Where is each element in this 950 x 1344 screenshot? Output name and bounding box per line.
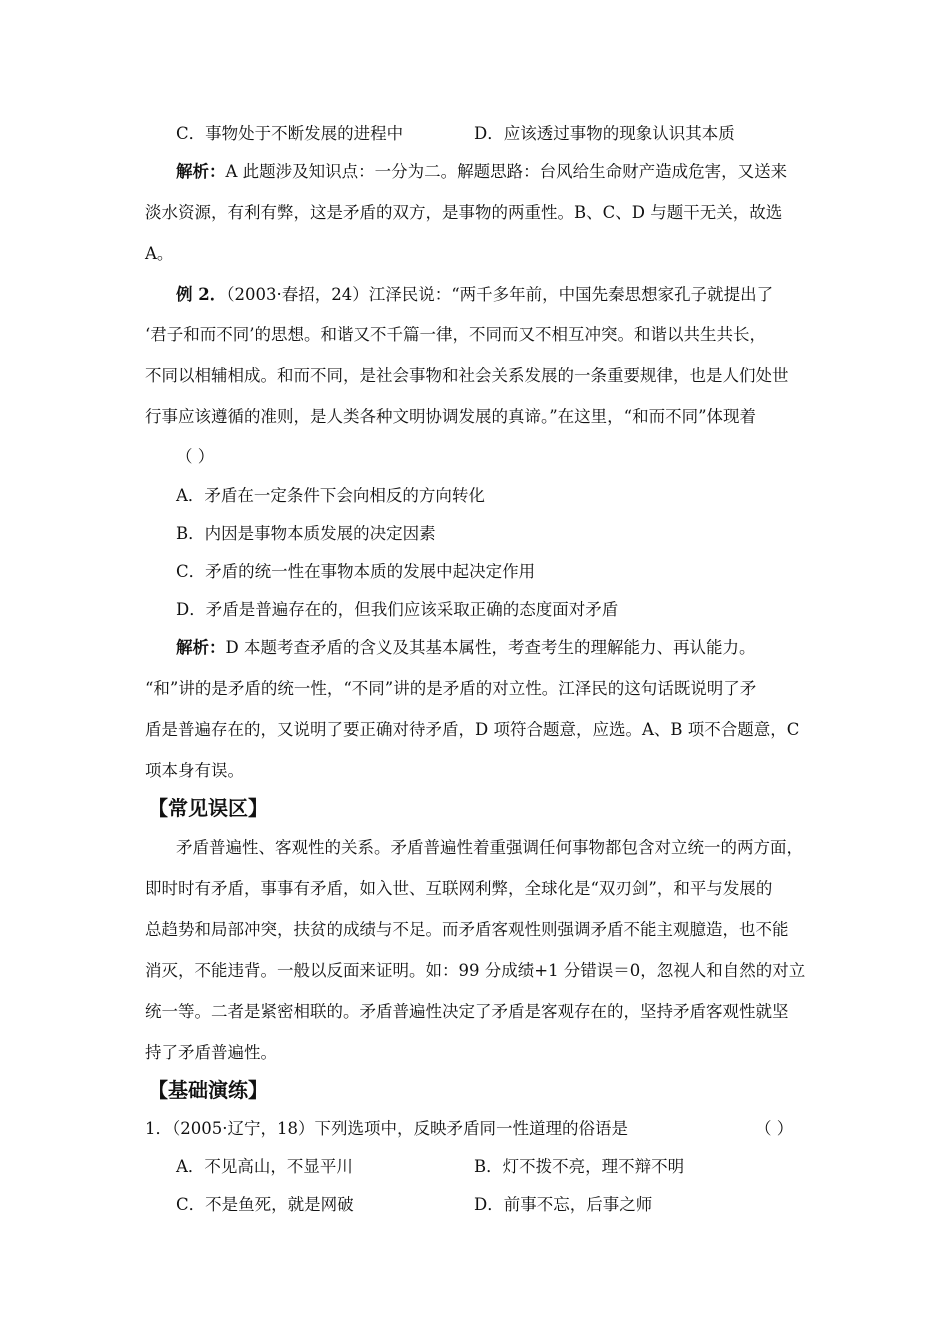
example2-stem-line-1 <box>176 283 773 307</box>
example2-label: 例 2． <box>176 285 227 304</box>
analysis-text: A 此题涉及知识点：一分为二。解题思路：台风给生命财产造成危害，又送来 <box>225 162 788 181</box>
example2-analysis-line-2: “和”讲的是矛盾的统一性，“不同”讲的是矛盾的对立性。江泽民的这句话既说明了矛 <box>145 679 757 698</box>
example2-stem-text: （2003·春招，24）江泽民说：“两千多年前，中国先秦思想家孔子就提出了 <box>226 285 774 304</box>
analysis-label: 解析： <box>176 638 226 657</box>
example2-analysis-line-3: 盾是普遍存在的，又说明了要正确对待矛盾，D 项符合题意，应选。A、B 项不合题意，C <box>145 720 800 739</box>
basics-q1-answer-paren: （ ） <box>755 1119 794 1138</box>
misconceptions-line-2: 即时时有矛盾，事事有矛盾，如入世、互联网利弊，全球化是“双刃剑”，和平与发展的 <box>145 879 773 898</box>
example2-answer-paren: （ ） <box>176 447 215 466</box>
analysis-label: 解析： <box>176 162 226 181</box>
example2-option-d: D．矛盾是普遍存在的，但我们应该采取正确的态度面对矛盾 <box>176 600 619 619</box>
example2-option-b: B．内因是事物本质发展的决定因素 <box>176 524 436 543</box>
example2-option-c: C．矛盾的统一性在事物本质的发展中起决定作用 <box>176 562 536 581</box>
misconceptions-line-3: 总趋势和局部冲突，扶贫的成绩与不足。而矛盾客观性则强调矛盾不能主观臆造，也不能 <box>145 920 789 939</box>
basics-q1-option-b: B．灯不拨不亮，理不辩不明 <box>474 1157 685 1176</box>
misconceptions-line-1: 矛盾普遍性、客观性的关系。矛盾普遍性着重强调任何事物都包含对立统一的两方面， <box>176 838 803 857</box>
example2-stem-line-4: 行事应该遵循的准则，是人类各种文明协调发展的真谛。”在这里，“和而不同”体现着 <box>145 407 757 426</box>
basics-q1-option-d: D．前事不忘，后事之师 <box>474 1195 653 1214</box>
example1-analysis-line-2: 淡水资源，有利有弊，这是矛盾的双方，是事物的两重性。B、C、D 与题干无关，故选 <box>145 203 783 222</box>
example2-stem-line-3: 不同以相辅相成。和而不同，是社会事物和社会关系发展的一条重要规律，也是人们处世 <box>145 366 789 385</box>
misconceptions-line-6: 持了矛盾普遍性。 <box>145 1043 277 1062</box>
basics-heading: 【基础演练】 <box>148 1078 268 1102</box>
example2-stem-line-2: ‘君子和而不同’的思想。和谐又不千篇一律，不同而又不相互冲突。和谐以共生共长， <box>145 325 766 344</box>
basics-q1-option-a: A．不见高山，不显平川 <box>176 1157 353 1176</box>
example2-analysis-line-4: 项本身有误。 <box>145 761 244 780</box>
example1-option-c: C．事物处于不断发展的进程中 <box>176 124 404 143</box>
example1-option-d: D．应该透过事物的现象认识其本质 <box>474 124 735 143</box>
basics-q1-option-c: C．不是鱼死，就是网破 <box>176 1195 354 1214</box>
misconceptions-line-4: 消灭，不能违背。一般以反面来证明。如：99 分成绩+1 分错误＝0，忽视人和自然的对立 <box>145 961 806 980</box>
example2-option-a: A．矛盾在一定条件下会向相反的方向转化 <box>176 486 485 505</box>
example1-analysis-line-3: A。 <box>145 244 174 263</box>
misconceptions-line-5: 统一等。二者是紧密相联的。矛盾普遍性决定了矛盾是客观存在的，坚持矛盾客观性就坚 <box>145 1002 789 1021</box>
example1-analysis-line-1 <box>176 160 787 184</box>
basics-q1-stem: 1．（2005·辽宁，18）下列选项中，反映矛盾同一性道理的俗语是 <box>145 1119 628 1138</box>
analysis-text: D 本题考查矛盾的含义及其基本属性，考查考生的理解能力、再认能力。 <box>225 638 756 657</box>
misconceptions-heading: 【常见误区】 <box>148 796 268 820</box>
example2-analysis-line-1 <box>176 636 755 660</box>
